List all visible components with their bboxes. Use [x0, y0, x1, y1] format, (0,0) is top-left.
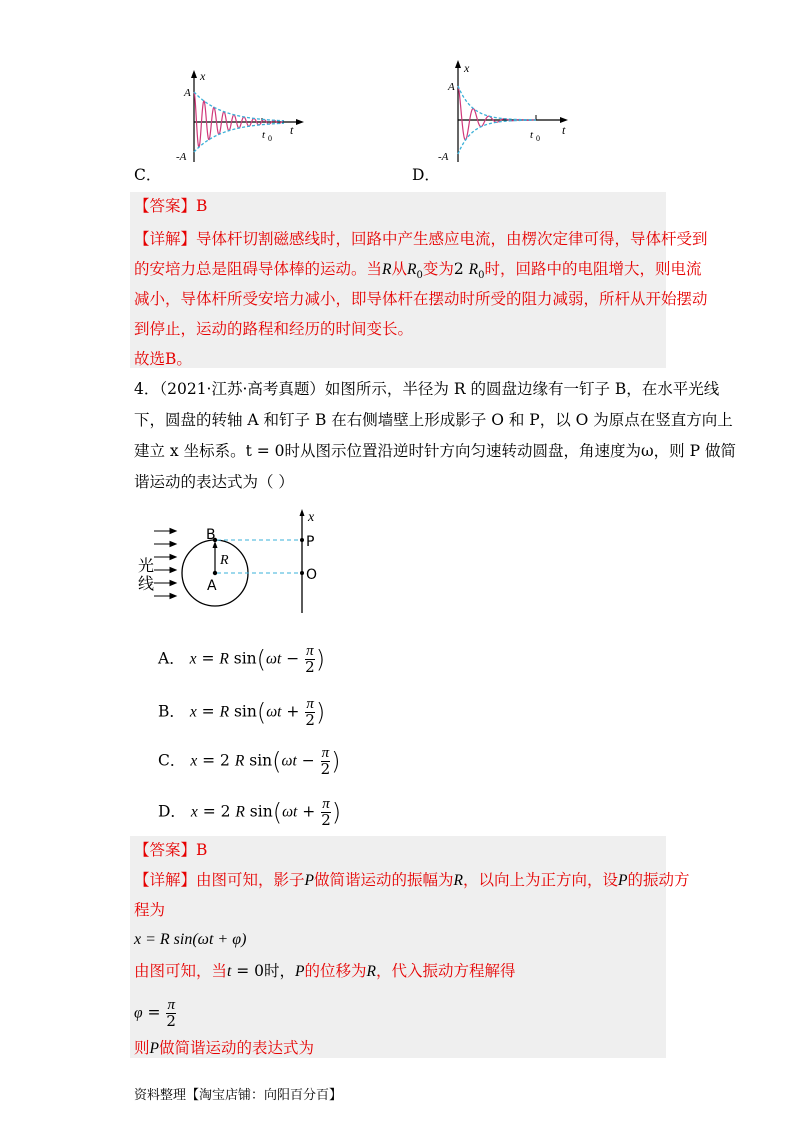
light-label-1: 光 — [138, 556, 155, 575]
light-arrows — [154, 529, 176, 599]
option-c[interactable]: C． x = 2 R sin(ωt − $\frac{\pi}{2}$ ) — [158, 745, 341, 778]
graph-d-label-negA: -A — [438, 151, 449, 163]
answer2-answer-label: 【答案】B — [134, 841, 208, 859]
shadow-O-dot — [300, 571, 304, 575]
graph-c-label-negA: -A — [176, 151, 187, 163]
graph-d-svg — [434, 60, 574, 170]
answer1-line1: 【详解】导体杆切割磁感线时，回路中产生感应电流，由楞次定律可得，导体杆受到 — [134, 230, 708, 248]
answer2-equation: x = R sin(ωt + φ) — [134, 931, 247, 948]
answer2-line3: 由图可知，当t = 0时，P的位移为R，代入振动方程解得 — [134, 962, 516, 980]
label-O: O — [306, 567, 318, 583]
graph-d-label-x: x — [464, 61, 470, 75]
answer1-line2: 的安培力总是阻碍导体棒的运动。当R从$R_0$变为2 $R_0$时，回路中的电阻增大，则电流 — [134, 260, 702, 282]
graph-d-label-A: A — [448, 81, 455, 93]
light-label-2: 线 — [138, 574, 155, 593]
disk-figure — [134, 505, 334, 615]
answer2-line4: 则P做简谐运动的表达式为 — [134, 1039, 314, 1057]
answer2-line1: 【详解】由图可知，影子P做简谐运动的振幅为R，以向上为正方向，设P的振动方 — [134, 871, 690, 889]
label-B: B — [206, 527, 216, 543]
answer2-phi-equation: φ = $\frac{\pi}{2}$ — [134, 997, 176, 1030]
footer: 资料整理【淘宝店铺：向阳百分百】 — [134, 1088, 343, 1103]
graph-d-label-t0-sub: 0 — [536, 134, 540, 143]
option-d[interactable]: D． x = 2 R sin(ωt + $\frac{\pi}{2}$ ) — [158, 796, 342, 829]
graph-d-oscillation — [458, 86, 536, 140]
graph-d — [434, 60, 574, 170]
graph-c-label-t0: t — [262, 129, 266, 141]
q4-line4: 谐运动的表达式为（ ） — [134, 473, 294, 491]
graph-c — [170, 70, 310, 170]
graph-c-option: C． — [134, 166, 162, 184]
option-b[interactable]: B． x = R sin(ωt + $\frac{\pi}{2}$ ) — [158, 696, 326, 729]
label-R: R — [220, 553, 229, 568]
answer1-answer-label: 【答案】B — [134, 197, 208, 215]
graph-c-label-x: x — [200, 70, 206, 83]
graph-c-label-t0-sub: 0 — [268, 134, 272, 143]
answer1-line5: 故选B。 — [134, 350, 192, 368]
graph-d-envelope-bottom — [458, 120, 536, 154]
graph-d-option: D． — [412, 166, 440, 184]
answer1-line4: 到停止，运动的路程和经历的时间变长。 — [134, 320, 414, 338]
label-A: A — [207, 578, 217, 594]
label-x: x — [308, 510, 315, 525]
q4-line3: 建立 x 坐标系。t = 0时从图示位置沿逆时针方向匀速转动圆盘，角速度为ω，则 P 做简 — [134, 442, 736, 460]
graph-c-label-t: t — [290, 123, 294, 137]
q4-line2: 下，圆盘的转轴 A 和钉子 B 在右侧墙壁上形成影子 O 和 P，以 O 为原点在竖直方向上 — [134, 411, 733, 429]
graph-d-envelope-top — [458, 86, 536, 120]
graph-d-label-t: t — [562, 123, 566, 137]
graph-d-label-t0: t — [530, 129, 534, 141]
option-a[interactable]: A． x = R sin(ωt − $\frac{\pi}{2}$ ) — [158, 643, 326, 676]
graph-c-envelope-top — [194, 92, 284, 121]
graph-c-label-A: A — [184, 87, 191, 99]
graph-c-svg — [170, 70, 310, 170]
shadow-P-dot — [300, 538, 304, 542]
label-P: P — [306, 534, 315, 550]
answer2-line2: 程为 — [134, 901, 166, 919]
disk-figure-svg — [134, 505, 334, 615]
q4-line1: 4．（2021·江苏·高考真题）如图所示，半径为 R 的圆盘边缘有一钉子 B，在水平光线 — [134, 380, 720, 398]
answer1-line3: 减小，导体杆所受安培力减小，即导体杆在摆动时所受的阻力减弱，所杆从开始摆动 — [134, 290, 708, 308]
